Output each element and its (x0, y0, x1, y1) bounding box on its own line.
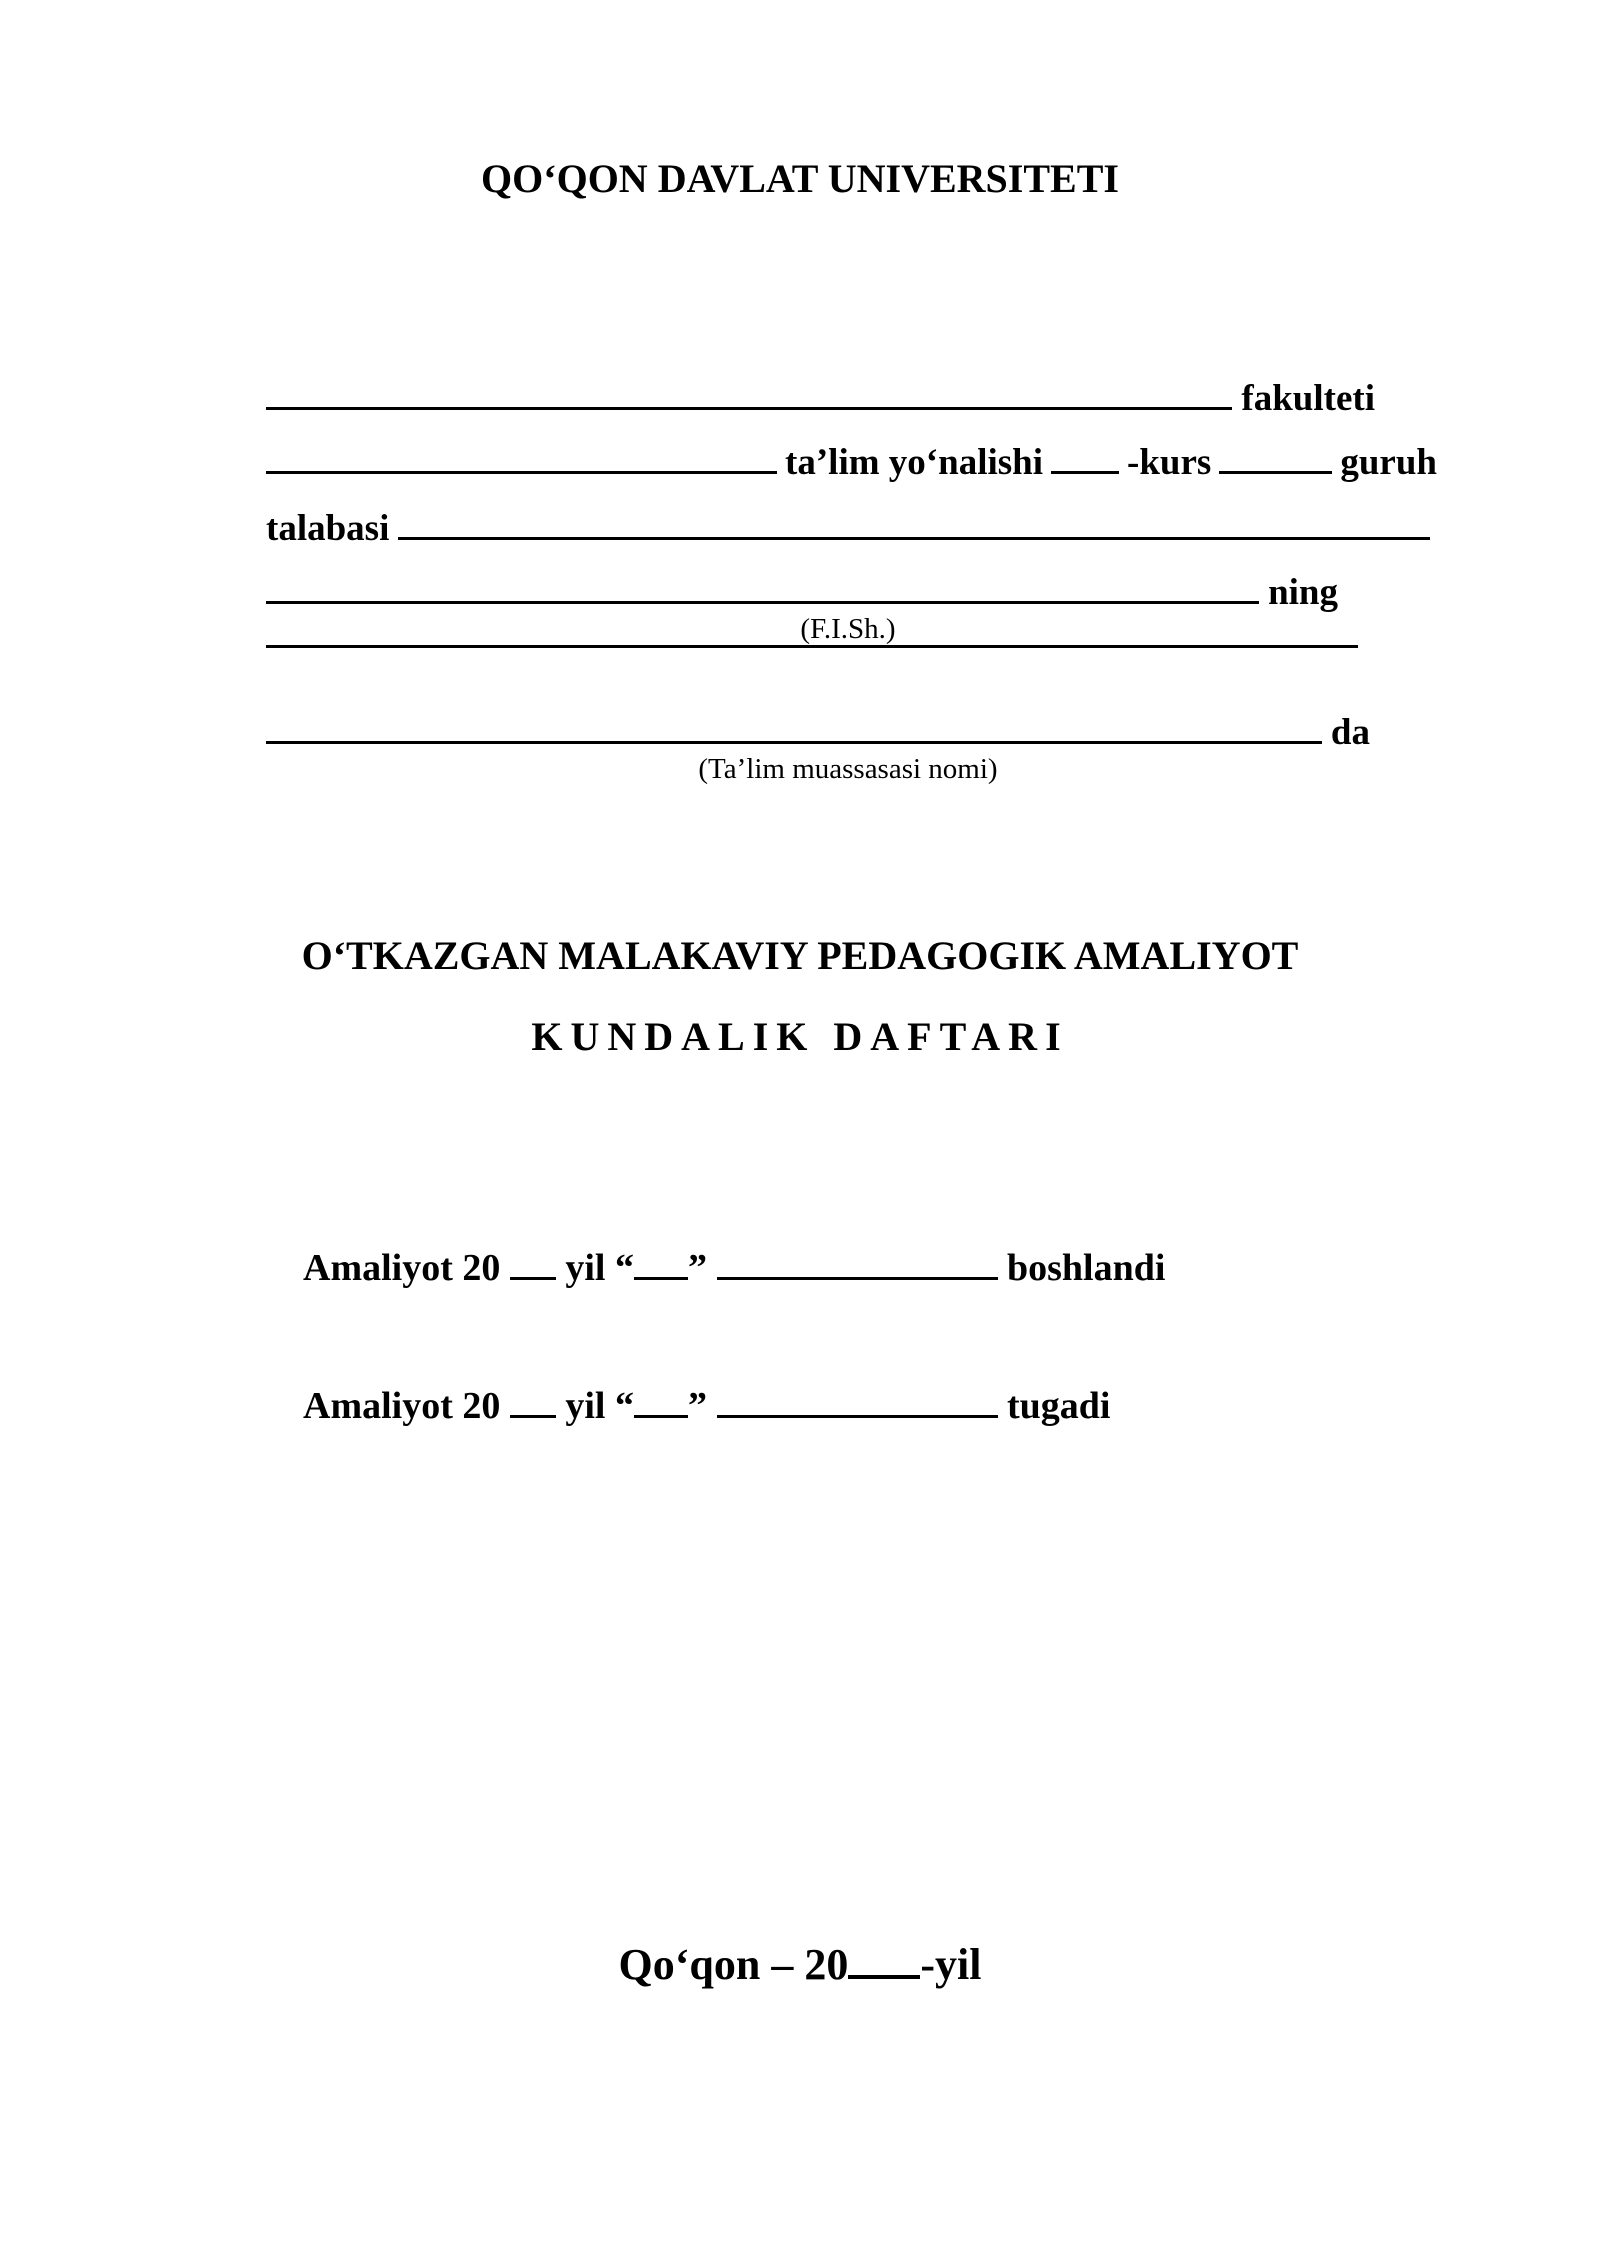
form-row-faculty (266, 376, 1375, 422)
footer-city-year (0, 1940, 1600, 1990)
practice-start-mid: yil “ (565, 1247, 634, 1289)
blank-footer-year (848, 1975, 920, 1979)
student-label: talabasi (266, 508, 390, 549)
main-heading-line1: O‘TKAZGAN MALAKAVIY PEDAGOGIK AMALIYOT (301, 933, 1299, 978)
institution-caption: (Ta’lim muassasasi nomi) (698, 753, 998, 785)
blank-institution-name (266, 741, 1322, 744)
practice-end-close-quote: ” (688, 1385, 707, 1427)
blank-end-day (634, 1415, 688, 1418)
blank-extra-line (266, 645, 1358, 648)
da-label: da (1330, 712, 1370, 753)
main-heading-line2: KUNDALIK DAFTARI (531, 1014, 1069, 1059)
study-direction-label: ta’lim yo‘nalishi (785, 442, 1044, 483)
practice-start-prefix: Amaliyot 20 (303, 1247, 501, 1289)
practice-end-mid: yil “ (565, 1385, 634, 1427)
blank-group-number (1219, 471, 1332, 474)
form-row-direction (266, 440, 1437, 486)
faculty-label: fakulteti (1241, 378, 1375, 419)
practice-end-suffix: tugadi (1007, 1385, 1111, 1427)
blank-end-year (510, 1415, 556, 1418)
blank-start-month (717, 1277, 998, 1280)
blank-full-name (266, 601, 1259, 604)
form-row-name (266, 570, 1338, 616)
form-row-student (266, 506, 1430, 552)
blank-student-name (398, 537, 1430, 540)
practice-end-line (303, 1383, 1110, 1429)
practice-start-close-quote: ” (688, 1247, 707, 1289)
blank-study-direction (266, 471, 777, 474)
blank-start-day (634, 1277, 688, 1280)
practice-start-line (303, 1245, 1165, 1291)
footer-prefix: Qo‘qon – 20 (618, 1940, 849, 1989)
ning-label: ning (1268, 572, 1338, 613)
form-row-extra (266, 645, 1358, 648)
practice-end-prefix: Amaliyot 20 (303, 1385, 501, 1427)
practice-start-suffix: boshlandi (1007, 1247, 1166, 1289)
group-label: guruh (1340, 442, 1437, 483)
form-row-institution (266, 710, 1370, 756)
university-title: QO‘QON DAVLAT UNIVERSITETI (481, 156, 1119, 201)
footer-suffix: -yil (920, 1940, 982, 1989)
fish-caption: (F.I.Sh.) (800, 613, 896, 645)
blank-start-year (510, 1277, 556, 1280)
blank-course-number (1051, 471, 1119, 474)
blank-end-month (717, 1415, 998, 1418)
course-label: -kurs (1127, 442, 1212, 483)
blank-faculty-name (266, 407, 1232, 410)
